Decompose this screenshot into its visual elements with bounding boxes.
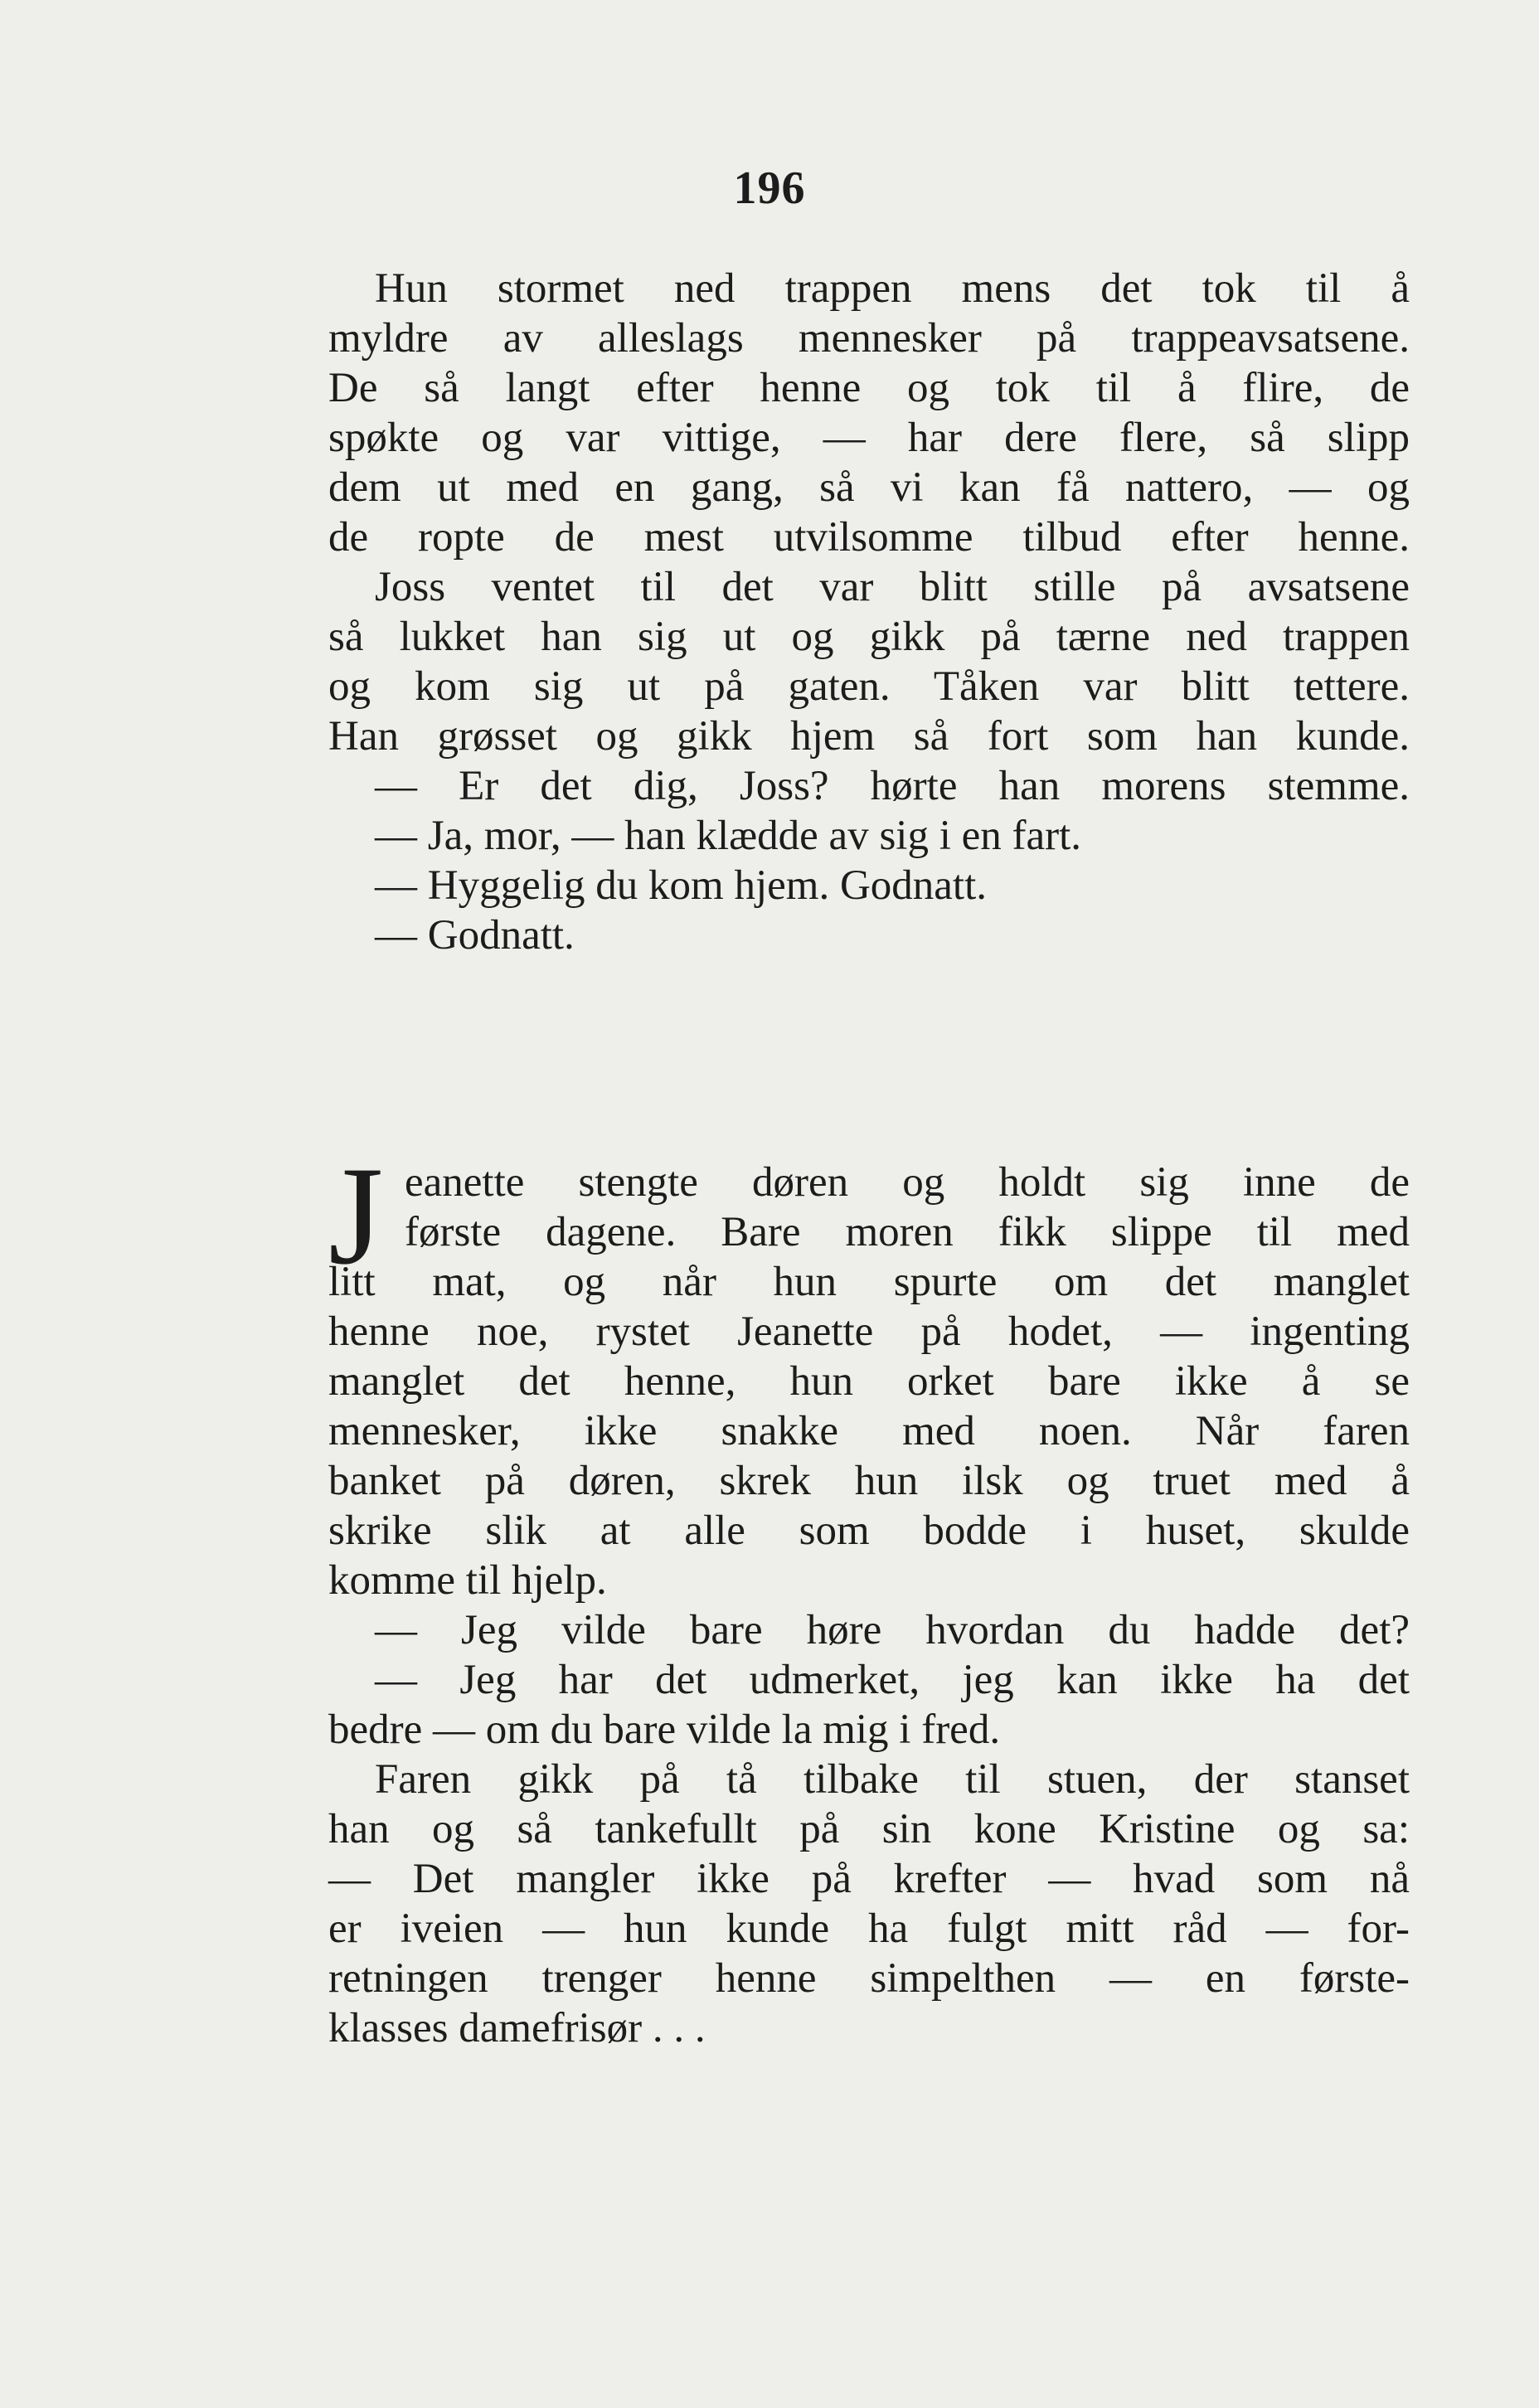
dialogue-line: — Godnatt. [375,912,575,959]
text-line: og kom sig ut på gaten. Tåken var blitt tettere. [328,663,1410,710]
dialogue-line: — Hyggelig du kom hjem. Godnatt. [375,862,988,909]
text-line: så lukket han sig ut og gikk på tærne ned trappen [328,614,1410,660]
text-line: første dagene. Bare moren fikk slippe til med [405,1209,1410,1255]
text-line: dem ut med en gang, så vi kan få nattero, — og [328,464,1410,511]
text-line: komme til hjelp. [328,1557,607,1604]
text-line: Faren gikk på tå tilbake til stuen, der stanset [375,1756,1410,1803]
text-line: myldre av alleslags mennesker på trappeavsatsene. [328,315,1410,362]
text-line: henne noe, rystet Jeanette på hodet, — ingenting [328,1308,1410,1355]
text-line: Hun stormet ned trappen mens det tok til å [375,265,1410,312]
text-line: han og så tankefullt på sin kone Kristine og sa: [328,1806,1410,1852]
text-line: Han grøsset og gikk hjem så fort som han kunde. [328,713,1410,760]
text-line: manglet det henne, hun orket bare ikke å se [328,1358,1410,1405]
text-line: Joss ventet til det var blitt stille på avsatsene [375,564,1410,610]
dialogue-line: — Jeg har det udmerket, jeg kan ikke ha det [375,1657,1410,1703]
text-line: er iveien — hun kunde ha fulgt mitt råd — for- [328,1906,1410,1952]
text-line: banket på døren, skrek hun ilsk og truet med å [328,1458,1410,1504]
text-line: klasses damefrisør . . . [328,2005,706,2051]
text-line: mennesker, ikke snakke med noen. Når faren [328,1408,1410,1454]
dialogue-line: — Ja, mor, — han klædde av sig i en fart. [375,813,1082,859]
dialogue-line: — Det mangler ikke på krefter — hvad som nå [328,1856,1410,1902]
text-line: bedre — om du bare vilde la mig i fred. [328,1706,1001,1753]
text-line: litt mat, og når hun spurte om det manglet [328,1259,1410,1305]
page-number: 196 [733,163,806,214]
text-line: De så langt efter henne og tok til å flire, de [328,365,1410,411]
dialogue-line: — Er det dig, Joss? hørte han morens stemme. [375,763,1410,809]
dialogue-line: — Jeg vilde bare høre hvordan du hadde det? [375,1607,1410,1653]
text-line: skrike slik at alle som bodde i huset, skulde [328,1507,1410,1554]
text-line: eanette stengte døren og holdt sig inne de [405,1159,1410,1206]
text-line: retningen trenger henne simpelthen — en første- [328,1955,1410,2002]
text-line: spøkte og var vittige, — har dere flere, så slipp [328,415,1410,461]
drop-cap: J [328,1138,384,1294]
text-line: de ropte de mest utvilsomme tilbud efter henne. [328,514,1410,561]
